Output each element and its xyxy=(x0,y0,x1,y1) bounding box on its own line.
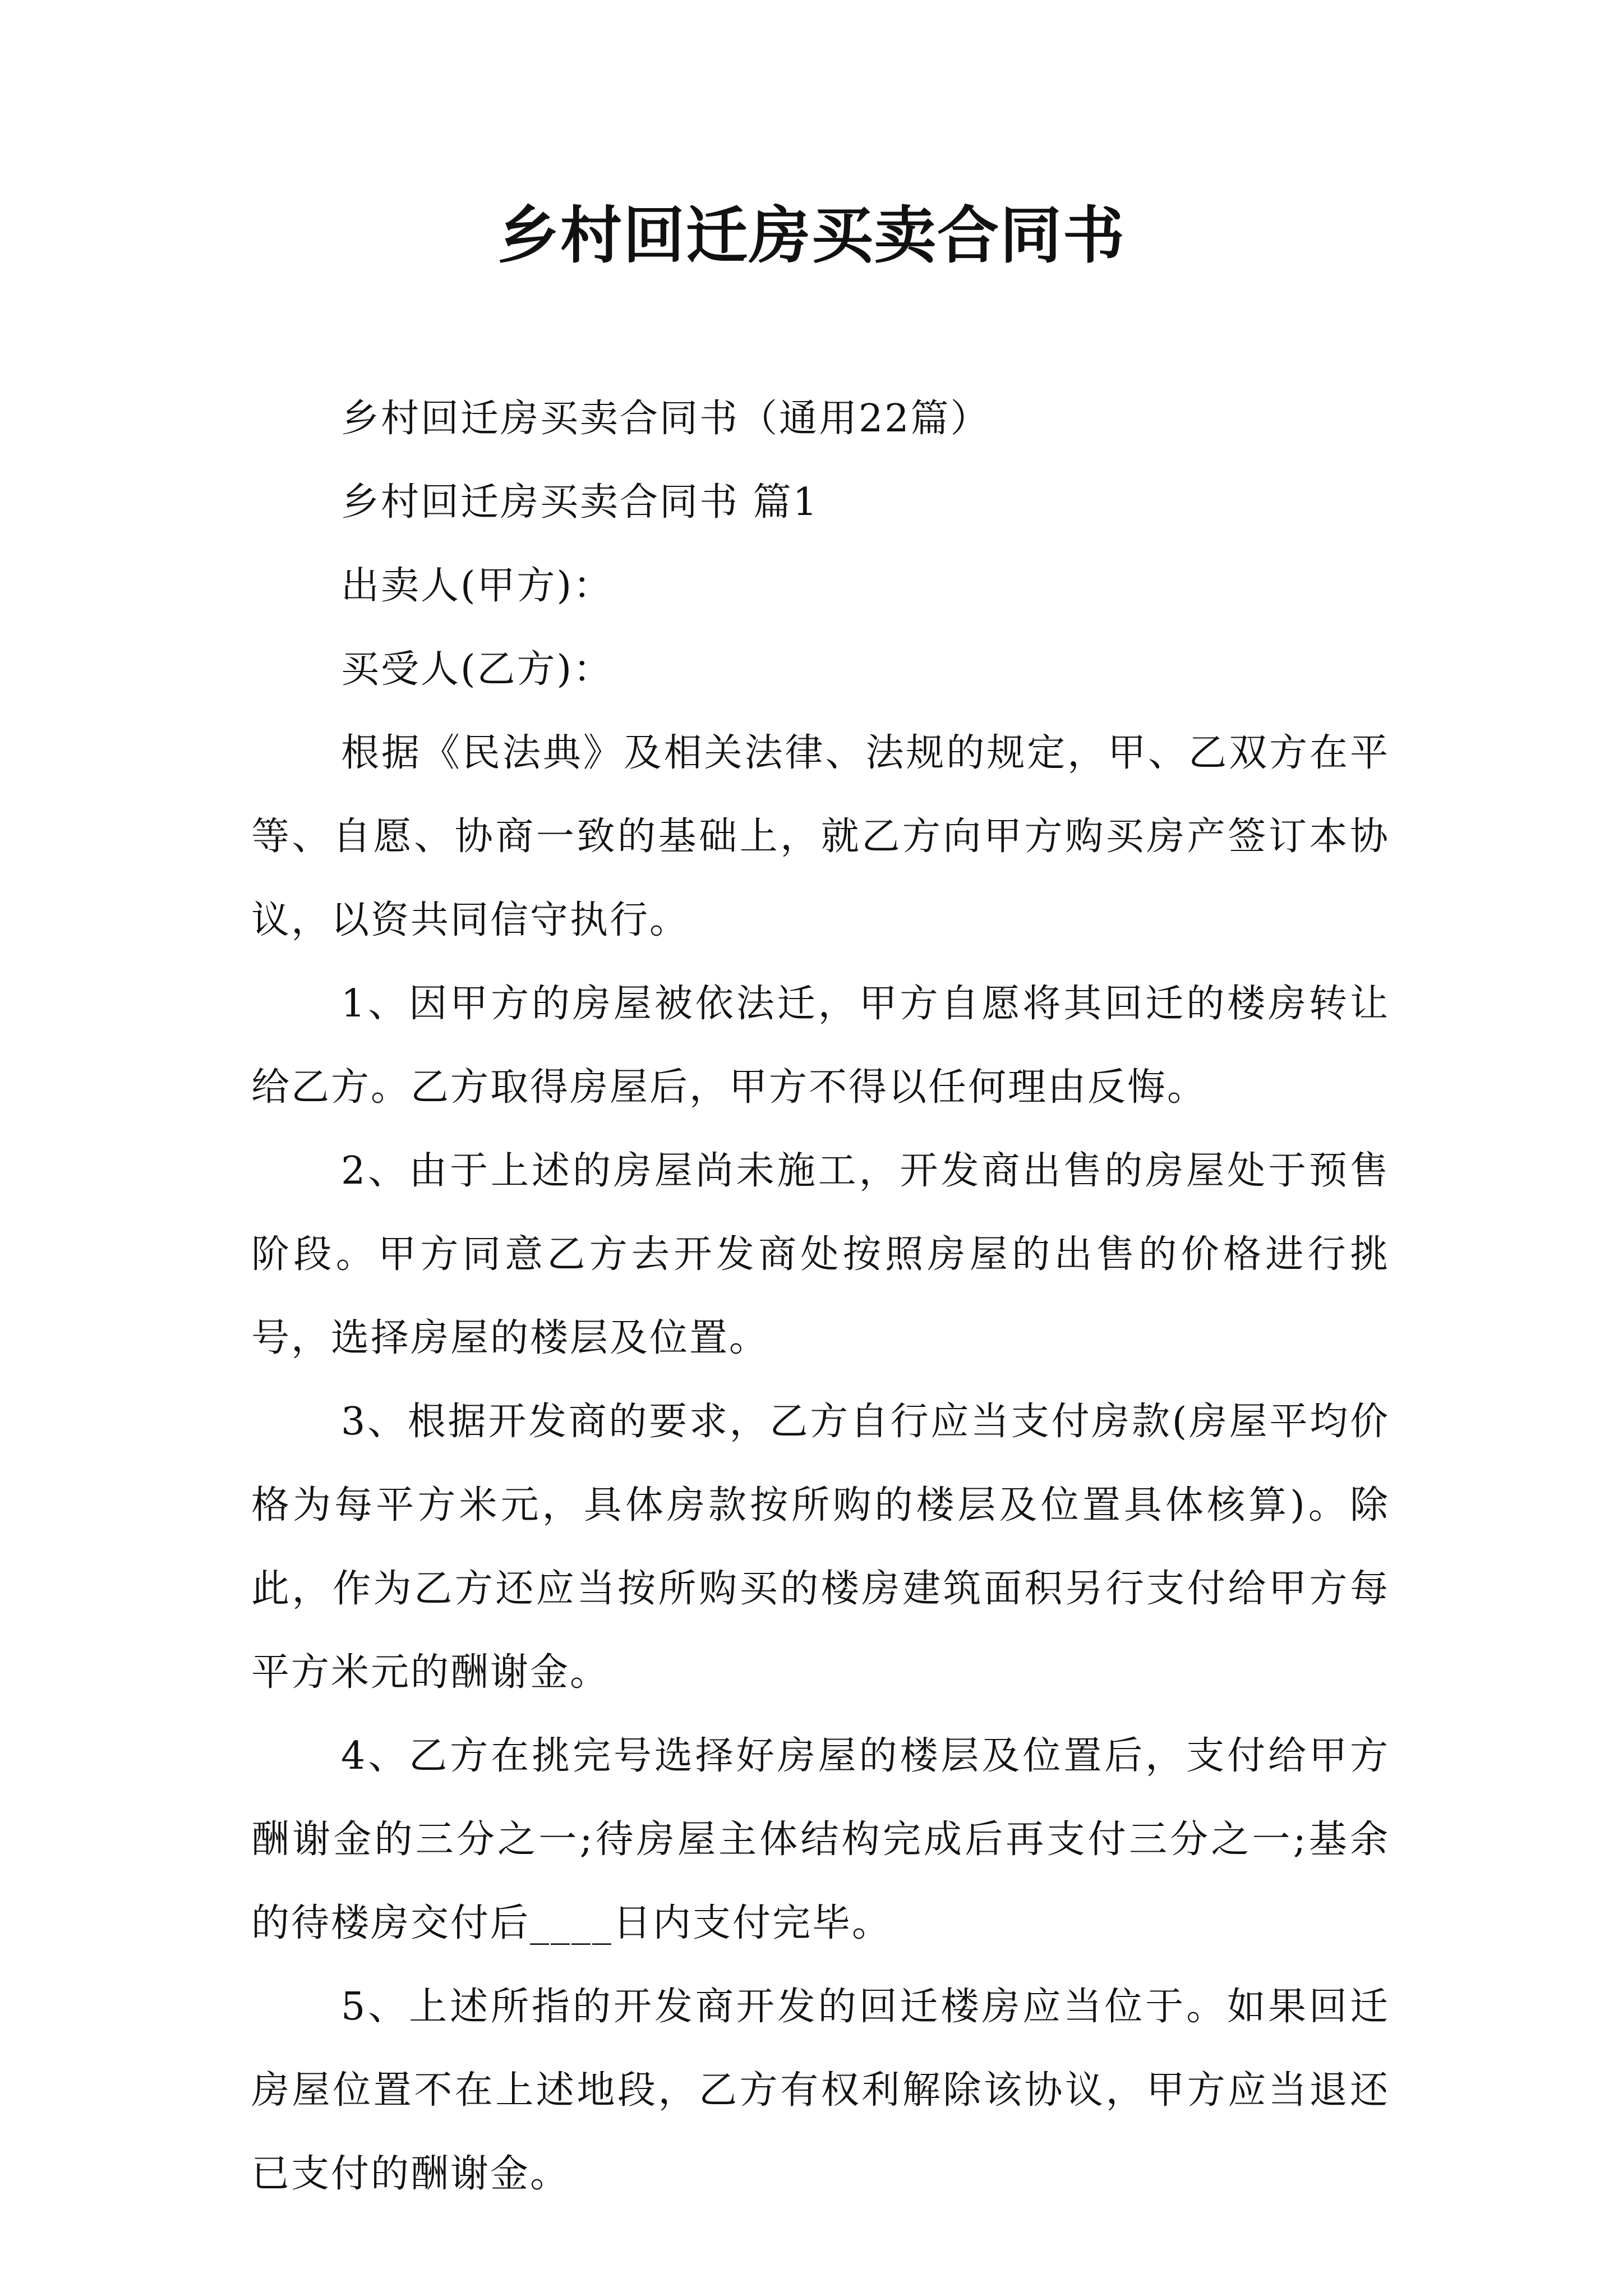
paragraph-clause-2: 2、由于上述的房屋尚未施工，开发商出售的房屋处于预售阶段。甲方同意乙方去开发商处按照房屋的出售的价格进行挑号，选择房屋的楼层及位置。 xyxy=(251,1149,1390,1360)
paragraph-seller: 出卖人(甲方)： xyxy=(341,564,614,608)
document-body xyxy=(251,377,1390,2216)
paragraph-clause-1: 1、因甲方的房屋被依法迁，甲方自愿将其回迁的楼房转让给乙方。乙方取得房屋后，甲方不得以任何理由反悔。 xyxy=(251,982,1390,1110)
paragraph-clause-5: 5、上述所指的开发商开发的回迁楼房应当位于。如果回迁房屋位置不在上述地段，乙方有权利解除该协议，甲方应当退还已支付的酬谢金。 xyxy=(251,1985,1390,2196)
paragraph-subtitle: 乡村回迁房买卖合同书（通用22篇） xyxy=(341,397,990,441)
paragraph-section-heading: 乡村回迁房买卖合同书 篇1 xyxy=(341,480,819,524)
paragraph-clause-3: 3、根据开发商的要求，乙方自行应当支付房款(房屋平均价格为每平方米元，具体房款按所购的楼层及位置具体核算)。除此，作为乙方还应当按所购买的楼房建筑面积另行支付给甲方每平方米元的酬谢金。 xyxy=(251,1400,1390,1695)
paragraph-preamble: 根据《民法典》及相关法律、法规的规定，甲、乙双方在平等、自愿、协商一致的基础上，就乙方向甲方购买房产签订本协议，以资共同信守执行。 xyxy=(251,731,1390,942)
paragraph-buyer: 买受人(乙方)： xyxy=(341,647,614,692)
document-title: 乡村回迁房买卖合同书 xyxy=(497,199,1126,272)
paragraph-clause-4: 4、乙方在挑完号选择好房屋的楼层及位置后，支付给甲方酬谢金的三分之一;待房屋主体结构完成后再支付三分之一;基余的待楼房交付后____日内支付完毕。 xyxy=(251,1734,1390,1945)
